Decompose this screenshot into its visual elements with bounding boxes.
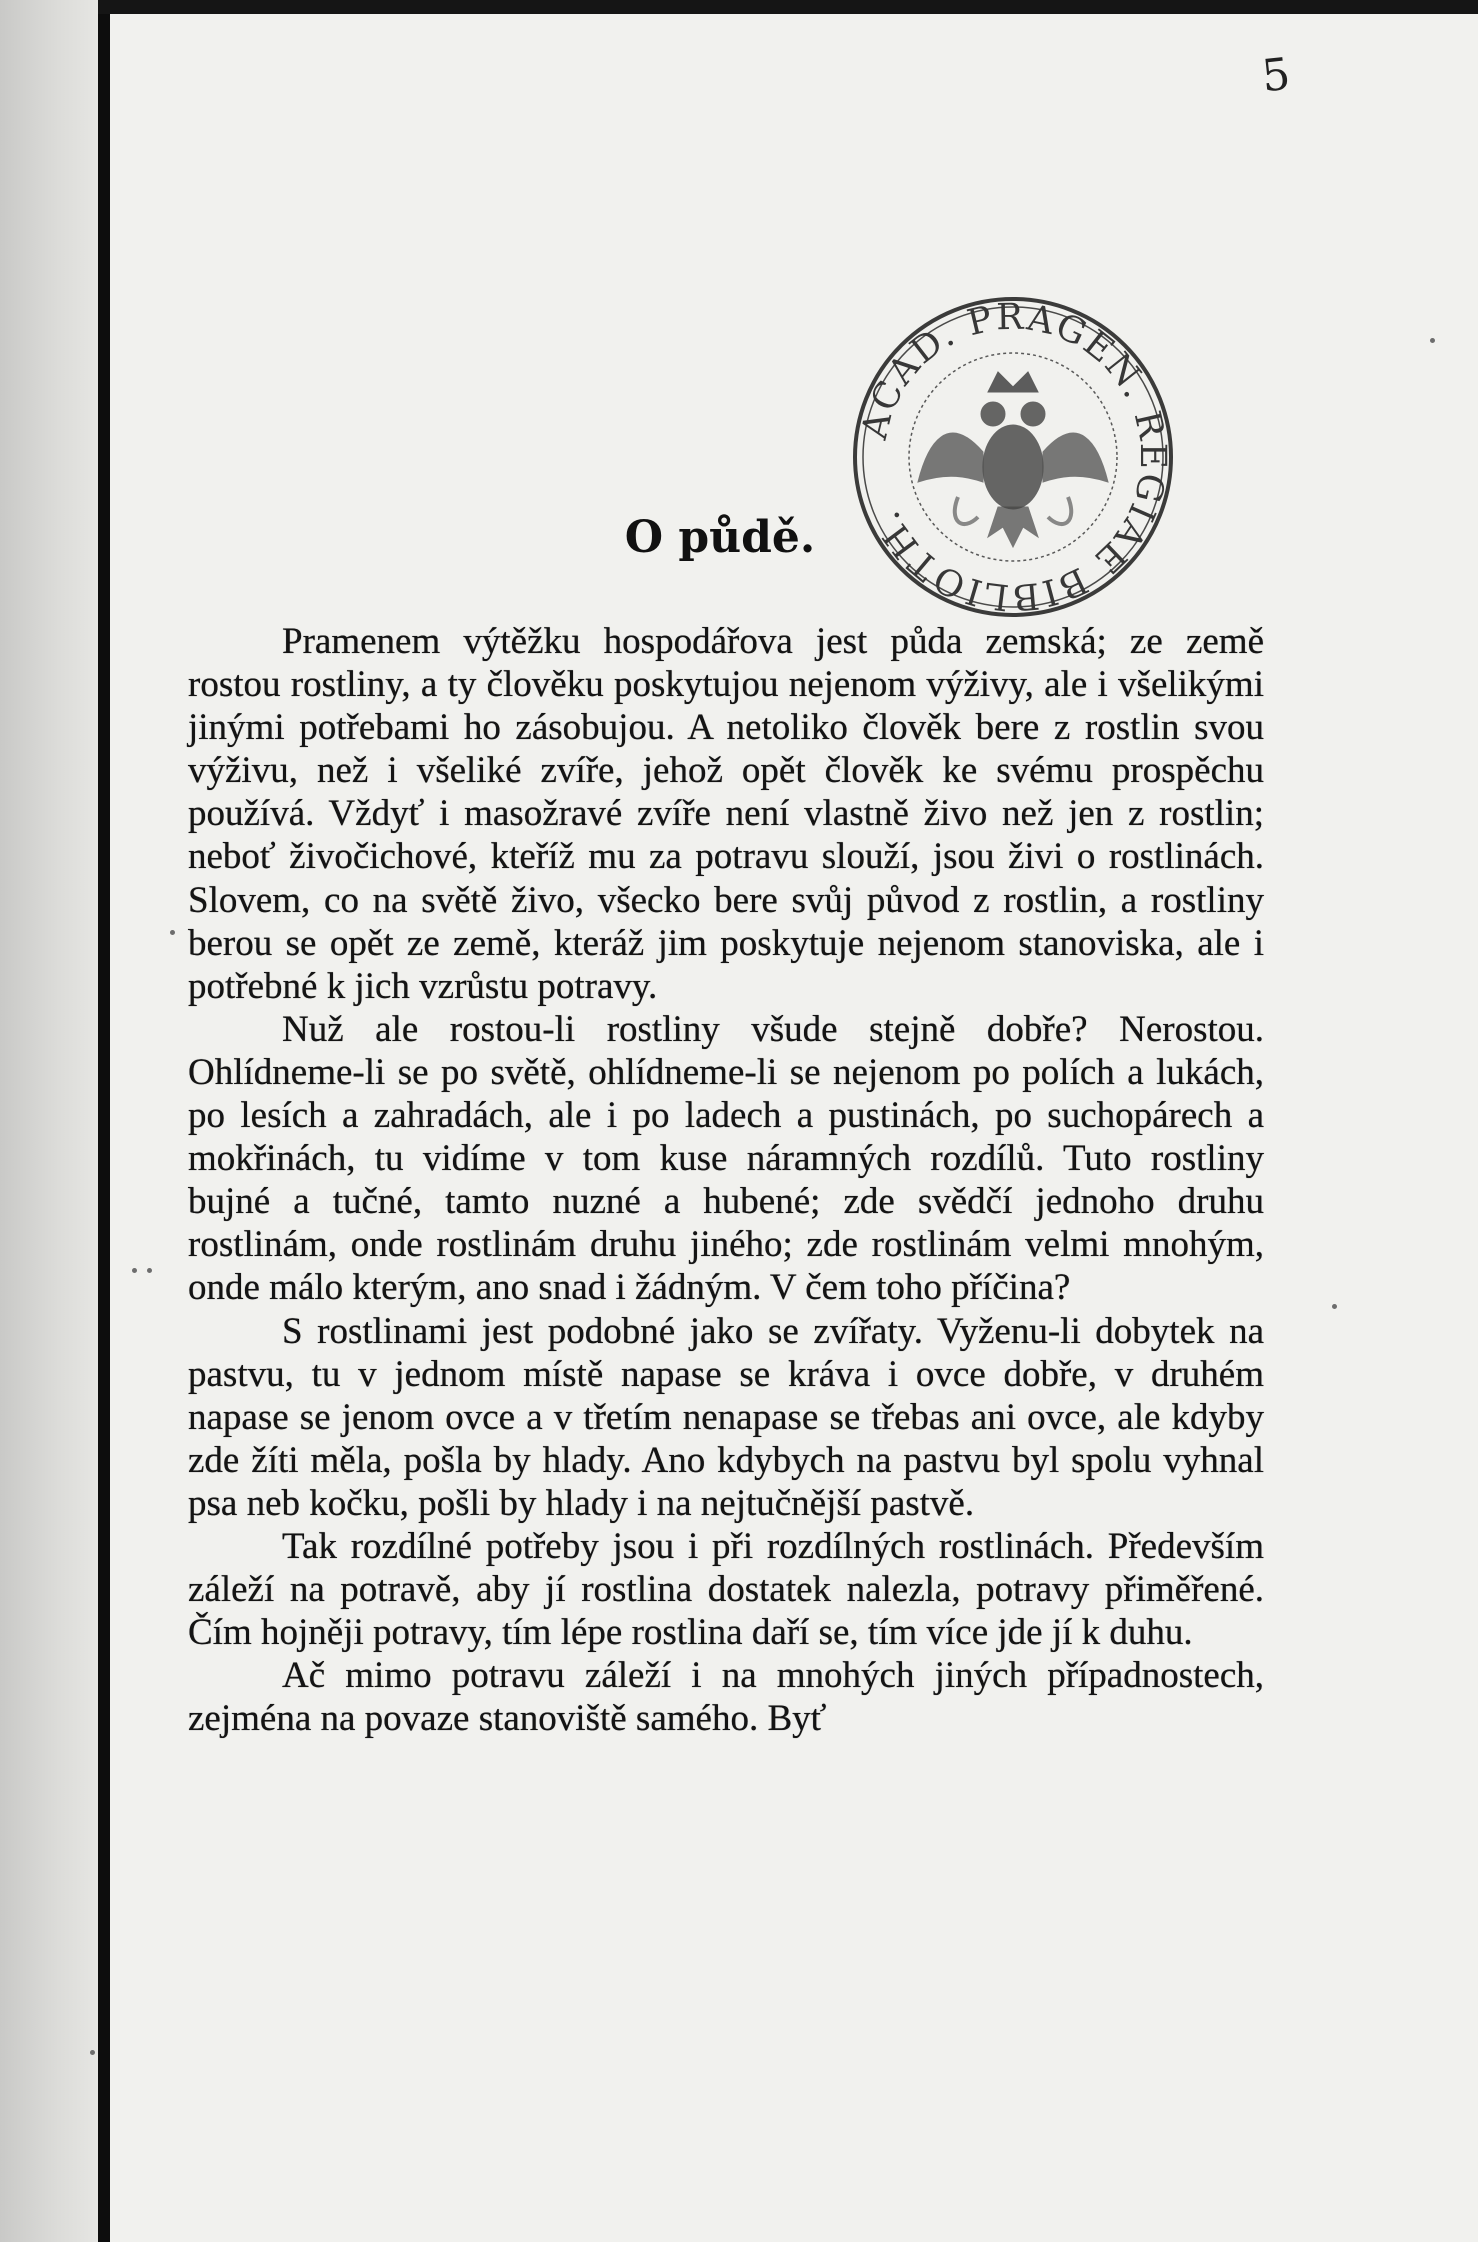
dust-speck: [132, 1268, 137, 1273]
paragraph: Nuž ale rostou-li rostliny všude stejně dobře? Nerostou. Ohlídneme-li se po světě, ohlídneme-li se nejenom po polích a lukách, po lesích a zahradách, ale i po ladech a pustinách, po suchopárech a mokřinách, tu vidíme v tom kuse náramných rozdílů. Tuto rostliny bujné a tučné, tamto nuzné a hubené; zde svědčí jednoho druhu rostlinám, onde rostlinám druhu jiného; zde rostlinám velmi mnohým, onde málo kterým, ano snad i žádným. V čem toho příčina?: [188, 1008, 1264, 1309]
dust-speck: [147, 1268, 152, 1273]
scan-top-edge: [0, 0, 1478, 14]
paragraph: Pramenem výtěžku hospodářova jest půda zemská; ze země rostou rostliny, a ty člověku poskytujou nejenom výživy, ale i všelikými jinými potřebami ho zásobujou. A netoliko člověk bere z rostlin svou výživu, než i všeliké zvíře, jehož opět člověk ke svému prospěchu používá. Vždyť i masožravé zvíře není vlastně živo než jen z rostlin; neboť živočichové, kteříž mu za potravu slouží, jsou živi o rostlinách. Slovem, co na světě živo, všecko bere svůj původ z rostlin, a rostliny berou se opět ze země, kteráž jim poskytuje nejenom stanoviska, ale i potřebné k jich vzrůstu potravy.: [188, 621, 1264, 1007]
paragraph: Tak rozdílné potřeby jsou i při rozdílných rostlinách. Především záleží na potravě, aby jí rostlina dostatek nalezla, potravy přiměřené. Čím hojněji potravy, tím lépe rostlina daří se, tím více jde jí k duhu.: [188, 1525, 1264, 1654]
dust-speck: [170, 930, 175, 935]
svg-text:ACAD. PRAGEN. REGIAE BIBLIOTH.: ACAD. PRAGEN. REGIAE BIBLIOTH.: [854, 296, 1174, 618]
chapter-heading: O půdě.: [624, 512, 816, 563]
paragraph: Ač mimo potravu záleží i na mnohých jiných případnostech, zejména na povaze stanoviště samého. Byť: [188, 1655, 1264, 1740]
gutter-shadow: [98, 14, 110, 2242]
dust-speck: [90, 2050, 95, 2055]
dust-speck: [1332, 1304, 1337, 1309]
dust-speck: [1430, 338, 1435, 343]
double-eagle-emblem: [918, 372, 1108, 547]
library-stamp-seal: [848, 292, 1178, 622]
left-margin: [0, 0, 98, 2242]
body-text: [188, 620, 1264, 1740]
paragraph: S rostlinami jest podobné jako se zvířaty. Vyženu-li dobytek na pastvu, tu v jednom místě napase se kráva i ovce dobře, v druhém napase se jenom ovce a v třetím nenapase se třebas ani ovce, ale kdyby zde žíti měla, pošla by hlady. Ano kdybych na pastvu byl spolu vyhnal psa neb kočku, pošli by hlady i na nejtučnější pastvě.: [188, 1310, 1264, 1524]
page-number: 5: [1259, 48, 1293, 103]
